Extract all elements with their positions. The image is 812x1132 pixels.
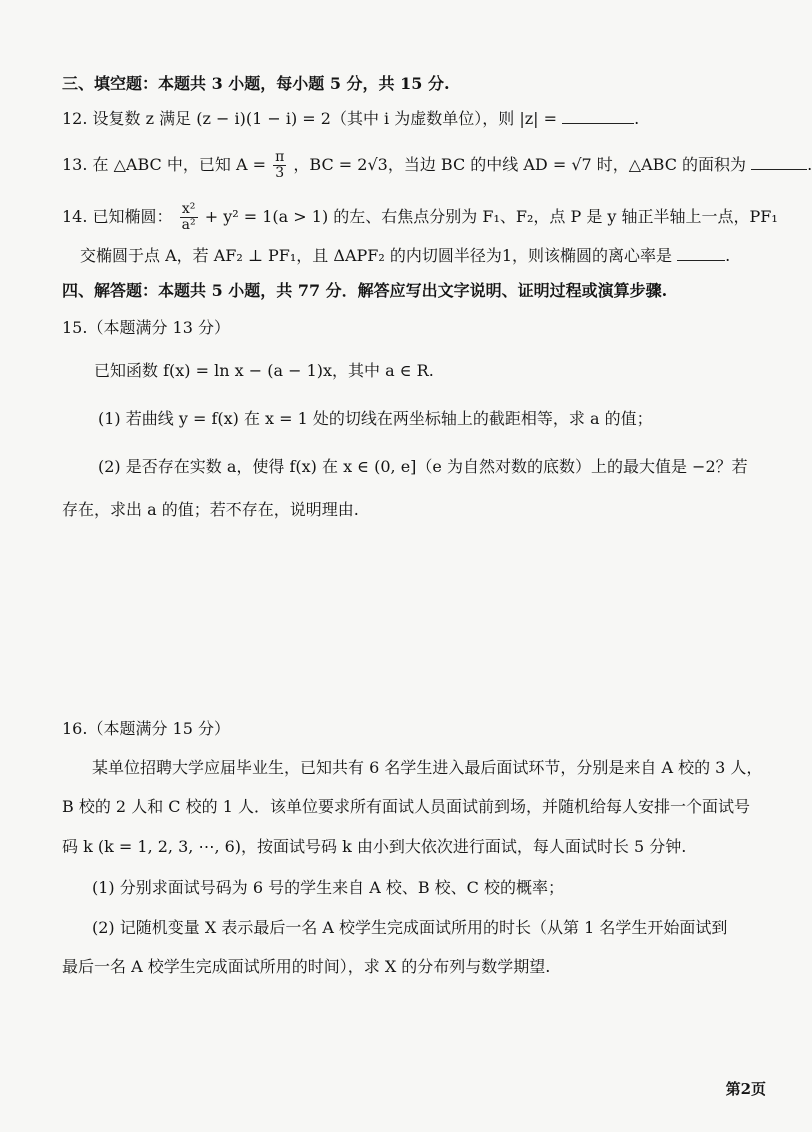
question-14-line1 [62, 201, 778, 233]
q14-answer-blank[interactable] [677, 246, 725, 261]
q15-part2-line1: (2) 是否存在实数 a，使得 f(x) 在 x ∈ (0, e]（e 为自然对数的底数）上的最大值是 −2？若 [98, 457, 748, 476]
question-14-line2: 交椭圆于点 A，若 AF₂ ⊥ PF₁，且 ΔAPF₂ 的内切圆半径为1，则该椭圆的离心率是 . [80, 246, 731, 265]
q15-stem: 已知函数 f(x) = ln x − (a − 1)x，其中 a ∈ R. [94, 361, 434, 380]
q13-answer-blank[interactable] [751, 155, 807, 170]
q14-frac-den: a² [181, 217, 196, 233]
section4-header: 四、解答题：本题共 5 小题，共 77 分．解答应写出文字说明、证明过程或演算步骤. [62, 281, 668, 300]
q14-text-a: 14. 已知椭圆： [62, 207, 173, 226]
q13-fraction [273, 150, 286, 181]
q13-frac-den: 3 [275, 165, 285, 181]
q16-part2-line2: 最后一名 A 校学生完成面试所用的时间），求 X 的分布列与数学期望. [62, 957, 551, 976]
q12-text: 12. 设复数 z 满足 (z − i)(1 − i) = 2（其中 i 为虚数单位），则 |z| = [62, 109, 558, 128]
section3-header: 三、填空题：本题共 3 小题，每小题 5 分，共 15 分. [62, 74, 450, 93]
question-13: 13. 在 △ABC 中，已知 A = $\frac{\pi}{3}$ ，BC = 2√3，当边 BC 的中线 AD = √7 时，△ABC 的面积为 . [62, 149, 812, 181]
q13-text-b: ，BC = 2√3，当边 BC 的中线 AD = √7 时，△ABC 的面积为 [293, 155, 747, 174]
q16-part1: (1) 分别求面试号码为 6 号的学生来自 A 校、B 校、C 校的概率； [92, 878, 565, 897]
question-12: 12. 设复数 z 满足 (z − i)(1 − i) = 2（其中 i 为虚数单位），则 |z| = . [62, 109, 640, 128]
q15-part2-line2: 存在，求出 a 的值；若不存在，说明理由. [62, 500, 359, 519]
q16-part2-line1: (2) 记随机变量 X 表示最后一名 A 校学生完成面试所用的时长（从第 1 名学生开始面试到 [92, 918, 728, 937]
q16-stem-line2: B 校的 2 人和 C 校的 1 人．该单位要求所有面试人员面试前到场，并随机给每人安排一个面试号 [62, 797, 750, 816]
page-number: 第2页 [725, 1080, 766, 1098]
q14-frac-num: x² [180, 202, 198, 218]
q14-text-b: + y² = 1(a > 1) 的左、右焦点分别为 F₁、F₂，点 P 是 y 轴正半轴上一点，PF₁ [204, 207, 778, 226]
q15-part1: (1) 若曲线 y = f(x) 在 x = 1 处的切线在两坐标轴上的截距相等，求 a 的值； [98, 409, 653, 428]
q12-answer-blank[interactable] [562, 109, 634, 124]
q13-frac-num: π [275, 149, 285, 165]
q16-stem-line3: 码 k (k = 1, 2, 3, ⋯, 6)，按面试号码 k 由小到大依次进行面试，每人面试时长 5 分钟. [62, 837, 687, 856]
q13-text-a: 13. 在 △ABC 中，已知 A = [62, 155, 266, 174]
q16-stem-line1: 某单位招聘大学应届毕业生，已知共有 6 名学生进入最后面试环节，分别是来自 A 校的 3 人， [92, 758, 763, 777]
q14-fraction [180, 202, 198, 233]
q15-title: 15.（本题满分 13 分） [62, 318, 230, 337]
q14-text-line2: 交椭圆于点 A，若 AF₂ ⊥ PF₁，且 ΔAPF₂ 的内切圆半径为1，则该椭圆的离心率是 [80, 246, 673, 265]
q16-title: 16.（本题满分 15 分） [62, 719, 230, 738]
